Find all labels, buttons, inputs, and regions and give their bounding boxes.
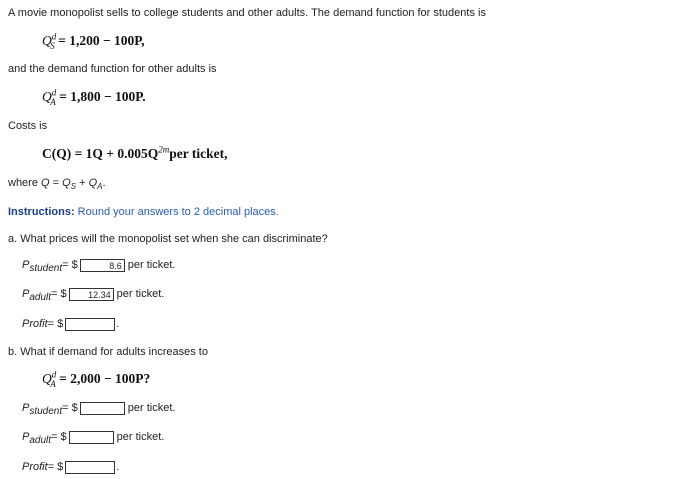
instructions-text: Round your answers to 2 decimal places.: [74, 206, 279, 218]
part-b-profit-input[interactable]: [65, 461, 115, 474]
student-demand-equation: $Q^d_S = 1,200 - 100P$,: [42, 31, 145, 51]
costs-intro: Costs is: [8, 120, 48, 132]
part-a-student-price-input[interactable]: 8.6: [80, 259, 125, 272]
student-price-label: $P_{student}$: [22, 402, 63, 418]
part-a-question: a. What prices will the monopolist set when she can discriminate?: [8, 233, 328, 245]
part-b-adult-price-input[interactable]: [69, 431, 114, 444]
part-a-profit-input[interactable]: [65, 318, 115, 331]
new-adult-demand-equation: $Q^d_A = 2,000 - 100P$?: [42, 369, 151, 389]
part-b-question: b. What if demand for adults increases to: [8, 346, 208, 358]
instructions-label: Instructions:: [8, 206, 75, 218]
student-price-label: $P_{student}$: [22, 259, 63, 275]
adult-price-label: $P_{adult}$: [22, 288, 52, 304]
adults-intro: and the demand function for other adults is: [8, 63, 217, 75]
part-a-adult-price-input[interactable]: 12.34: [69, 288, 114, 301]
profit-label: Profit: [22, 318, 48, 330]
problem-intro: A movie monopolist sells to college students and other adults. The demand function for students is: [8, 7, 486, 19]
adult-demand-equation: $Q^d_A = 1,800 - 100P$.: [42, 87, 146, 107]
instructions: [8, 206, 279, 218]
part-a-profit-row: Profit = $ .: [22, 318, 120, 330]
where-line: where $Q = Q_S + Q_A$.: [8, 177, 106, 192]
part-a-student-price-row: $P_{student}$ = $ 8.6 per ticket.: [22, 259, 176, 275]
cost-equation: $C(Q) = 1Q + 0.005Q^{2m}per$ ticket,: [42, 144, 228, 161]
part-a-adult-price-row: $P_{adult}$ = $ 12.34 per ticket.: [22, 288, 165, 304]
profit-label: Profit: [22, 461, 48, 473]
part-b-adult-price-row: $P_{adult}$ = $ per ticket.: [22, 431, 165, 447]
part-b-profit-row: Profit = $ .: [22, 461, 120, 473]
part-b-student-price-row: $P_{student}$ = $ per ticket.: [22, 402, 176, 418]
adult-price-label: $P_{adult}$: [22, 431, 52, 447]
part-b-student-price-input[interactable]: [80, 402, 125, 415]
